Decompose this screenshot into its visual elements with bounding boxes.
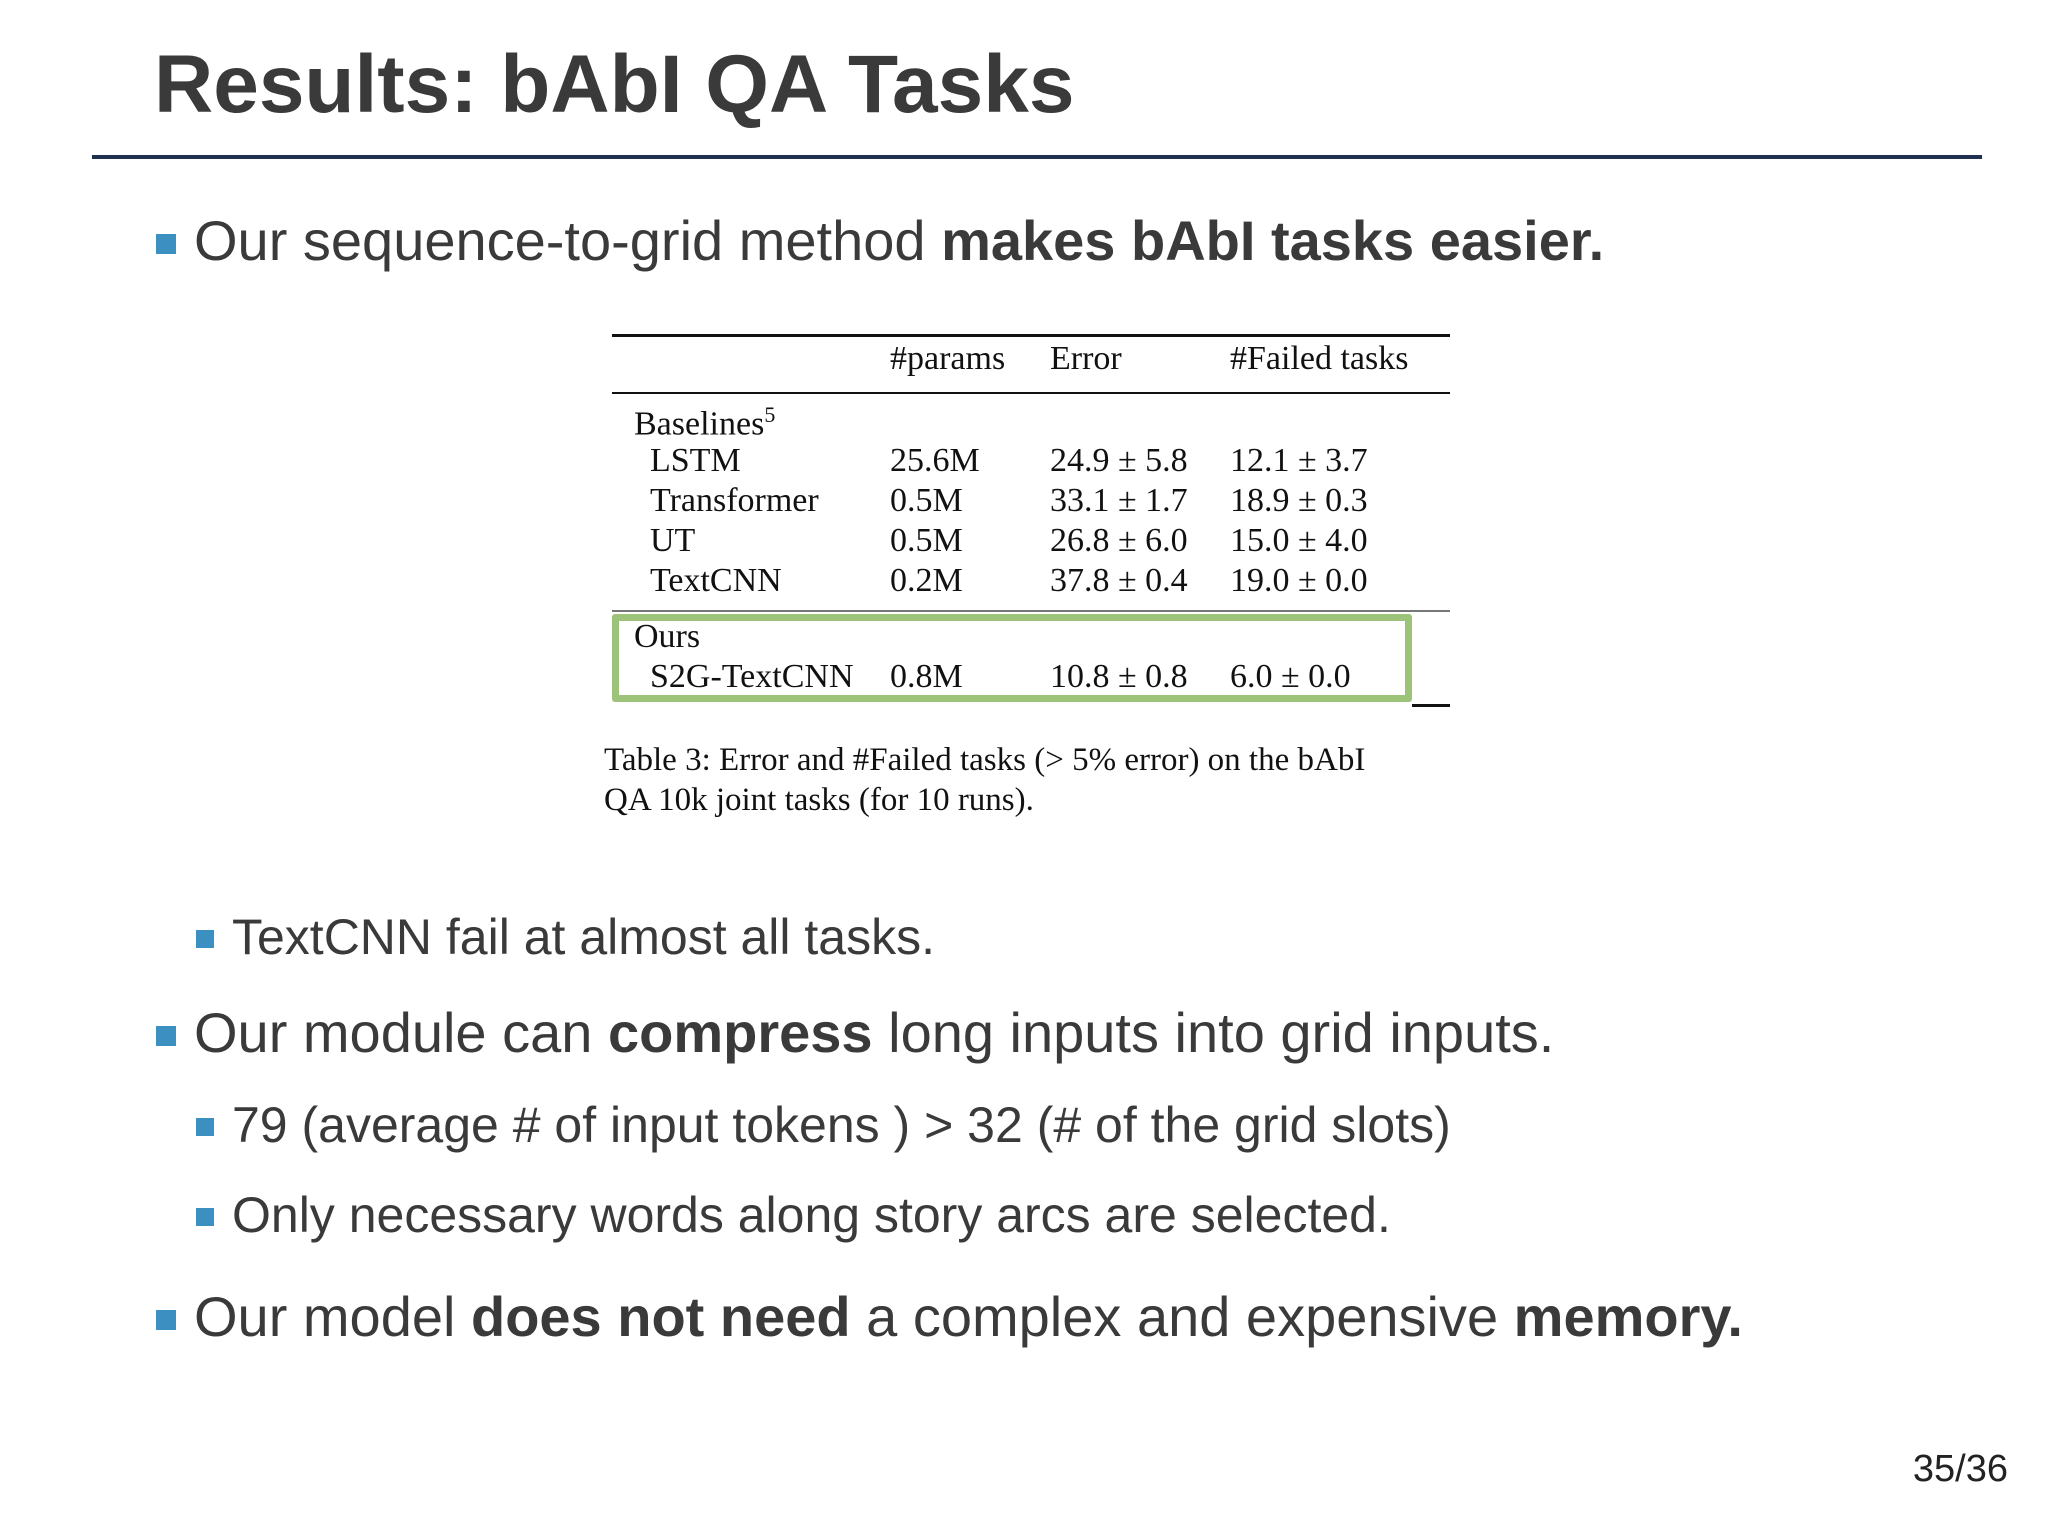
bullet-text: Our module can (194, 1001, 608, 1064)
bullet-item (156, 1000, 1554, 1065)
bullet-text: Our sequence-to-grid method (194, 209, 942, 272)
highlight-box (612, 614, 1412, 702)
row-params: 0.2M (890, 562, 963, 599)
bullet-text: 79 (average # of input tokens ) > 32 (# of the grid slots) (232, 1097, 1451, 1153)
header-params: #params (890, 340, 1006, 377)
bullet-item (156, 1284, 1743, 1349)
sub-bullet-item (196, 1186, 1391, 1244)
row-failed: 18.9 ± 0.3 (1230, 482, 1368, 519)
bullet-text: a complex and expensive (850, 1285, 1514, 1348)
bullet-bold-text: makes bAbI tasks easier. (941, 209, 1605, 272)
bullet-bold-text: compress (607, 1001, 873, 1064)
results-table (612, 332, 1458, 722)
row-error: 26.8 ± 6.0 (1050, 522, 1188, 559)
bullet-item (156, 208, 1604, 273)
bullet-bold-text: does not need (471, 1285, 851, 1348)
baselines-label: Baselines$^5$ (634, 402, 776, 443)
sub-bullet-item (196, 1096, 1451, 1154)
table-mid-rule (612, 610, 1450, 612)
table-header-rule (612, 392, 1450, 394)
row-error: 37.8 ± 0.4 (1050, 562, 1188, 599)
row-failed: 19.0 ± 0.0 (1230, 562, 1368, 599)
caption-line: Table 3: Error and #Failed tasks (> 5% error) on the bAbI (604, 742, 1366, 778)
bullet-text: long inputs into grid inputs. (872, 1001, 1555, 1064)
bullet-square-icon (156, 1026, 176, 1046)
header-failed: #Failed tasks (1230, 340, 1409, 377)
row-error: 33.1 ± 1.7 (1050, 482, 1188, 519)
bullet-square-icon (196, 930, 214, 948)
ours-label: Ours (634, 618, 701, 655)
row-params: 25.6M (890, 442, 980, 479)
bullet-square-icon (196, 1208, 214, 1226)
header-error: Error (1050, 340, 1122, 377)
row-params: 0.5M (890, 522, 963, 559)
bullet-text: TextCNN fail at almost all tasks. (232, 909, 935, 965)
row-params: 0.8M (890, 658, 963, 695)
row-name: S2G-TextCNN (650, 658, 854, 695)
row-error: 24.9 ± 5.8 (1050, 442, 1188, 479)
page-number: 35/36 (1912, 1448, 2008, 1490)
row-name: UT (650, 522, 696, 559)
caption-line: QA 10k joint tasks (for 10 runs). (604, 782, 1034, 818)
bullet-square-icon (196, 1118, 214, 1136)
title-divider (92, 155, 1982, 159)
table-caption (604, 740, 1484, 820)
row-params: 0.5M (890, 482, 963, 519)
row-failed: 12.1 ± 3.7 (1230, 442, 1368, 479)
table-bottom-rule (1412, 704, 1450, 707)
bullet-square-icon (156, 234, 176, 254)
row-name: LSTM (650, 442, 741, 479)
bullet-text: Our model (194, 1285, 471, 1348)
row-name: Transformer (650, 482, 819, 519)
bullet-text: Only necessary words along story arcs are selected. (232, 1187, 1391, 1243)
bullet-bold-text: memory. (1513, 1285, 1743, 1348)
row-failed: 15.0 ± 4.0 (1230, 522, 1368, 559)
table-top-rule (612, 334, 1450, 337)
row-name: TextCNN (650, 562, 782, 599)
row-failed: 6.0 ± 0.0 (1230, 658, 1351, 695)
slide-title: Results: bAbI QA Tasks (154, 39, 1075, 130)
row-error: 10.8 ± 0.8 (1050, 658, 1188, 695)
bullet-square-icon (156, 1310, 176, 1330)
sub-bullet-item (196, 908, 935, 966)
